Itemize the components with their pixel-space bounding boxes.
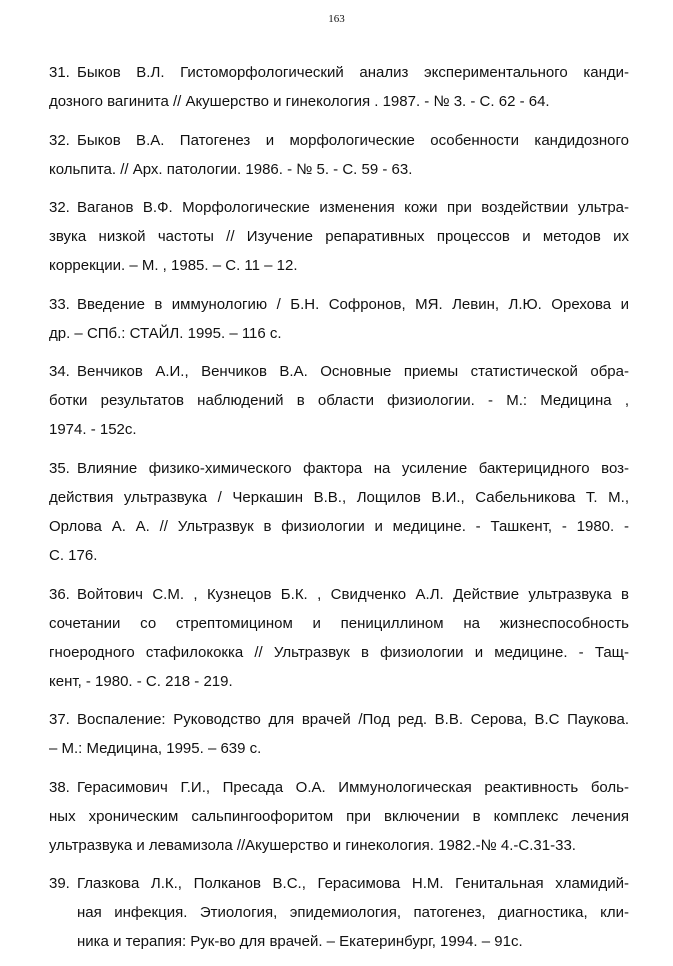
- reference-line: дозного вагинита // Акушерство и гинекология . 1987. - № 3. - С. 62 - 64.: [49, 93, 550, 110]
- reference-line: ника и терапия: Рук-во для врачей. – Екатеринбург, 1994. – 91с.: [77, 933, 523, 951]
- reference-item: [49, 193, 629, 280]
- reference-item: [49, 454, 629, 570]
- reference-line: Влияние физико-химического фактора на усиление бактерицидного воз-: [77, 459, 629, 477]
- reference-number: 33.: [49, 295, 70, 313]
- reference-line: кент, - 1980. - С. 218 - 219.: [49, 672, 233, 690]
- reference-number: 36.: [49, 585, 70, 603]
- reference-line: 1974. - 152с.: [49, 421, 137, 439]
- reference-number: 34.: [49, 363, 70, 381]
- reference-line: ная инфекция. Этиология, эпидемиология, патогенез, диагностика, кли-: [77, 904, 629, 922]
- reference-list: [49, 58, 629, 966]
- reference-line: С. 176.: [49, 546, 98, 564]
- reference-line: сочетании со стрептомицином и пенициллином на жизнеспособность: [49, 614, 629, 632]
- reference-line: Ваганов В.Ф. Морфологические изменения кожи при воздействии ультра-: [77, 199, 629, 217]
- reference-line: действия ультразвука / Черкашин В.В., Лощилов В.И., Сабельникова Т. М.,: [49, 488, 629, 506]
- reference-item: [49, 580, 629, 696]
- reference-line: Орлова А. А. // Ультразвук в физиологии и медицине. - Ташкент, - 1980. -: [49, 517, 629, 535]
- reference-line: – М.: Медицина, 1995. – 639 с.: [49, 740, 262, 758]
- reference-line: Венчиков А.И., Венчиков В.А. Основные приемы статистической обра-: [77, 363, 629, 381]
- reference-number: 31.: [49, 64, 70, 81]
- reference-item: [49, 773, 629, 860]
- reference-item: [49, 126, 629, 184]
- reference-number: 37.: [49, 711, 70, 729]
- reference-line: ультразвука и левамизола //Акушерство и гинекология. 1982.-№ 4.-С.31-33.: [49, 836, 576, 854]
- reference-line: Воспаление: Руководство для врачей /Под ред. В.В. Серова, В.С Паукова.: [77, 711, 629, 729]
- reference-item: [49, 357, 629, 444]
- reference-line: ботки результатов наблюдений в области физиологии. - М.: Медицина ,: [49, 392, 629, 410]
- reference-item: [49, 705, 629, 763]
- reference-line: др. – СПб.: СТАЙЛ. 1995. – 116 с.: [49, 324, 282, 342]
- reference-line: кольпита. // Арх. патологии. 1986. - № 5. - С. 59 - 63.: [49, 160, 413, 178]
- reference-number: 32.: [49, 131, 70, 149]
- reference-item: [49, 58, 629, 116]
- reference-line: Глазкова Л.К., Полканов В.С., Герасимова Н.М. Генитальная хламидий-: [77, 875, 629, 893]
- reference-line: Войтович С.М. , Кузнецов Б.К. , Свидченко А.Л. Действие ультразвука в: [77, 585, 629, 603]
- reference-number: 35.: [49, 459, 70, 477]
- page-number: 163: [328, 13, 345, 25]
- reference-line: Быков В.Л. Гистоморфологический анализ экспериментального канди-: [77, 64, 629, 81]
- reference-item: [49, 290, 629, 348]
- reference-item: [49, 869, 629, 956]
- reference-line: гноеродного стафилококка // Ультразвук в физиологии и медицине. - Тащ-: [49, 643, 629, 661]
- reference-number: 38.: [49, 778, 70, 796]
- reference-number: 32.: [49, 199, 70, 217]
- reference-line: ных хроническим сальпингоофоритом при включении в комплекс лечения: [49, 807, 629, 825]
- reference-line: Введение в иммунологию / Б.Н. Софронов, МЯ. Левин, Л.Ю. Орехова и: [77, 295, 629, 313]
- reference-line: звука низкой частоты // Изучение репаративных процессов и методов их: [49, 228, 629, 246]
- reference-line: Быков В.А. Патогенез и морфологические особенности кандидозного: [77, 131, 629, 149]
- reference-line: коррекции. – М. , 1985. – С. 11 – 12.: [49, 257, 298, 275]
- reference-number: 39.: [49, 875, 70, 893]
- reference-line: Герасимович Г.И., Пресада О.А. Иммунологическая реактивность боль-: [77, 778, 629, 796]
